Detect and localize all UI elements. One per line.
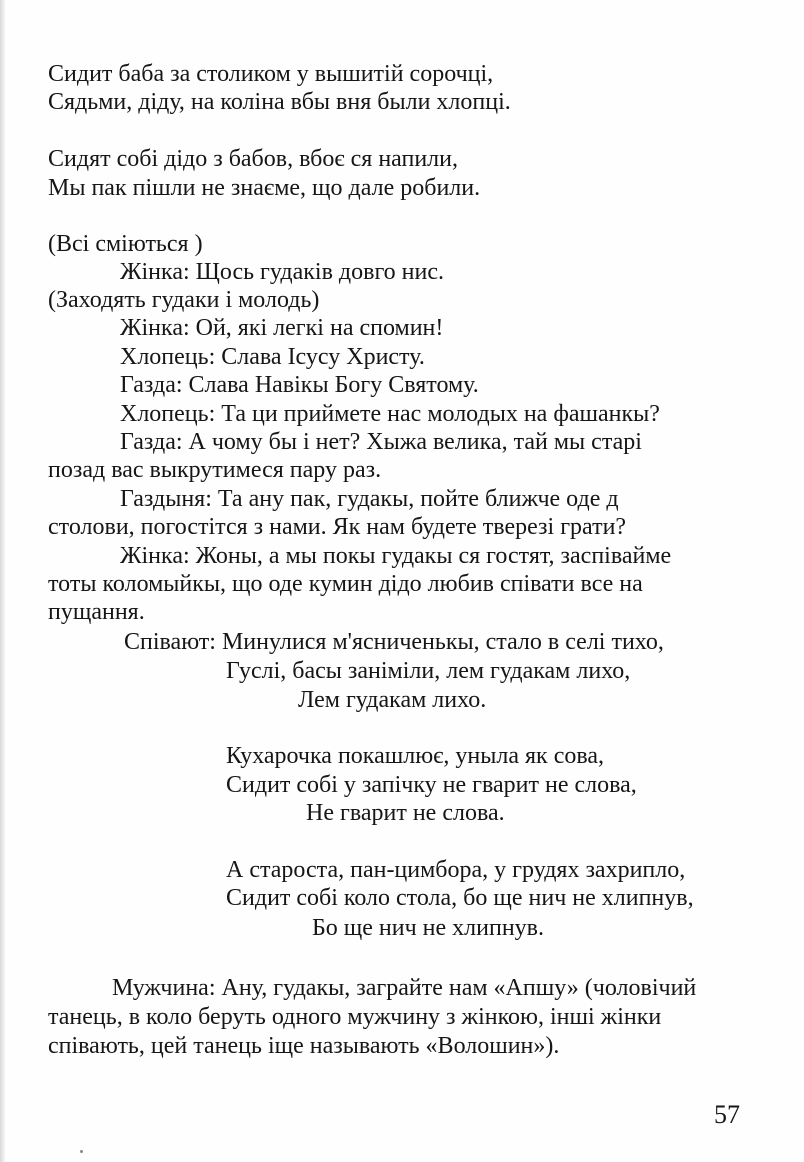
song-refrain-1: Лем гудакам лихо. bbox=[298, 687, 487, 713]
page-number: 57 bbox=[714, 1100, 740, 1129]
stanza-1-line-1: Сидит баба за столиком у вышитій сорочці, bbox=[48, 61, 494, 87]
dialogue-line-7-cont: столови, погостітся з нами. Як нам будете тверезі грати? bbox=[48, 514, 627, 540]
song-line-1: Співают: Минулися м'ясниченькы, стало в селі тихо, bbox=[124, 629, 664, 655]
print-speck bbox=[80, 1150, 83, 1153]
dialogue-line-6: Газда: А чому бы і нет? Хыжа велика, тай мы старі bbox=[120, 429, 642, 455]
dialogue-line-8-cont: тоты коломыйкы, що оде кумин дідо любив співати все на bbox=[48, 571, 643, 597]
song-line-4: Сидит собі у запічку не гварит не слова, bbox=[226, 772, 637, 798]
dialogue-line-5: Хлопець: Та ци приймете нас молодых на фашанкы? bbox=[120, 401, 660, 427]
stage-direction-laughter: (Всі сміються ) bbox=[48, 231, 203, 257]
dialogue-line-2: Жінка: Ой, які легкі на спомин! bbox=[120, 315, 444, 341]
song-line-2: Гуслі, басы заніміли, лем гудакам лихо, bbox=[226, 658, 631, 684]
song-line-5: А староста, пан-цимбора, у грудях захрипло, bbox=[226, 857, 686, 883]
song-refrain-2: Не гварит не слова. bbox=[306, 800, 505, 826]
stanza-2-line-2: Мы пак пішли не знаєме, що дале робили. bbox=[48, 175, 481, 201]
dialogue-line-3: Хлопець: Слава Ісусу Христу. bbox=[120, 344, 425, 370]
stanza-1-line-2: Сядьми, діду, на коліна вбы вня были хлопці. bbox=[48, 89, 511, 115]
dialogue-line-8-end: пущання. bbox=[48, 599, 145, 625]
dialogue-line-1: Жінка: Щось гудаків довго нис. bbox=[120, 259, 445, 285]
dialogue-line-6-cont: позад вас выкрутимеся пару раз. bbox=[48, 457, 382, 483]
closing-line-3: співають, цей танець іще называють «Волошин»). bbox=[48, 1033, 560, 1059]
song-refrain-3: Бо ще нич не хлипнув. bbox=[312, 915, 545, 941]
page-edge-shadow bbox=[0, 0, 6, 1162]
stage-direction-enter: (Заходять гудаки і молодь) bbox=[48, 287, 320, 313]
song-line-3: Кухарочка покашлює, уныла як сова, bbox=[226, 743, 605, 769]
stanza-2-line-1: Сидят собі дідо з бабов, вбоє ся напили, bbox=[48, 146, 459, 172]
dialogue-line-7: Газдыня: Та ану пак, гудакы, пойте ближче оде д bbox=[120, 486, 619, 512]
closing-line-1: Мужчина: Ану, гудакы, заграйте нам «Апшу» (чоловічий bbox=[112, 975, 697, 1001]
dialogue-line-8: Жінка: Жоны, а мы покы гудакы ся гостят, заспіваймe bbox=[120, 543, 672, 569]
dialogue-line-4: Газда: Слава Навікы Богу Святому. bbox=[120, 372, 479, 398]
closing-line-2: танець, в коло беруть одного мужчину з жінкою, інші жінки bbox=[48, 1004, 662, 1030]
song-line-6: Сидит собі коло стола, бо ще нич не хлипнув, bbox=[226, 885, 694, 911]
